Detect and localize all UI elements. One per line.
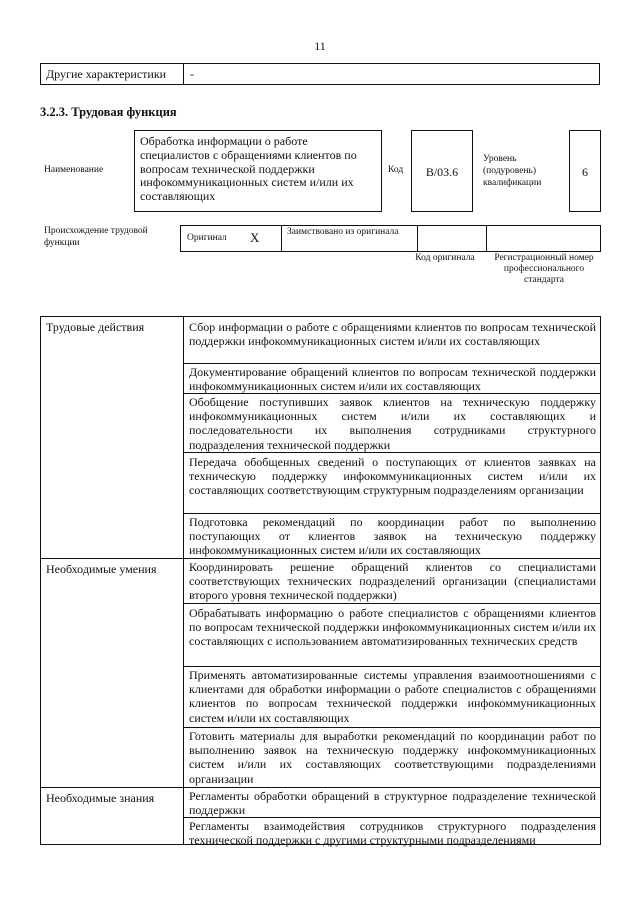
level-label-text: Уровень (подуровень) квалификации (483, 154, 542, 188)
action-item: Подготовка рекомендаций по координации работ по выполнению поступающих от клиентов заявок на техническую поддержку инфокоммуникационных систем и/или их составляющих (189, 515, 596, 558)
other-characteristics-table (40, 63, 600, 85)
code-original-label: Код оригинала (415, 253, 475, 263)
row-divider (183, 452, 600, 453)
original-mark: X (250, 230, 260, 245)
other-characteristics-value: - (190, 67, 194, 81)
origin-code-cell (418, 226, 487, 251)
origin-borrowed-cell (282, 226, 418, 251)
action-item: Обобщение поступивших заявок клиентов на техническую поддержку инфокоммуникационных систем и/или их составляющих и последовательности их выполнения сотрудниками структурного подразделения технической поддержки (189, 395, 596, 452)
skill-item: Применять автоматизированные системы управления взаимоотношениями с клиентами для обработки информации о работе специалистов с обращениями клиентов по вопросам технической поддержки инфокоммуникационных систем и/или их составляющих (189, 668, 596, 725)
function-code: B/03.6 (411, 130, 473, 212)
skill-item: Обрабатывать информацию о работе специалистов с обращениями клиентов по вопросам технической поддержки инфокоммуникационных систем и/или их составляющих с использованием автоматизированных технических средств (189, 606, 596, 649)
section-divider (41, 558, 600, 559)
page-number: 11 (314, 39, 326, 53)
action-item: Передача обобщенных сведений о поступающих от клиентов заявках на техническую поддержку инфокоммуникационных систем и/или их составляющих соответствующим структурным подразделениям организации (189, 455, 596, 498)
row-divider (183, 363, 600, 364)
function-name: Обработка информации о работе специалистов с обращениями клиентов по вопросам технической поддержки инфокоммуникационных систем и/или их составляющих (134, 130, 382, 212)
skill-item: Готовить материалы для выработки рекомендаций по координации работ по выполнению заявок на техническую поддержку инфокоммуникационных систем и/или их составляющих соответствующими подразделениями организации (189, 729, 596, 786)
section-title: 3.2.3. Трудовая функция (40, 105, 177, 119)
knowledge-item: Регламенты обработки обращений в структурное подразделение технической поддержки (189, 789, 596, 818)
original-label: Оригинал (187, 233, 227, 243)
skills-label: Необходимые умения (46, 562, 157, 576)
row-divider (183, 603, 600, 604)
borrowed-label: Заимствовано из оригинала (287, 227, 399, 237)
origin-table (180, 225, 601, 252)
qualification-level: 6 (569, 130, 601, 212)
knowledge-item: Регламенты взаимодействия сотрудников структурного подразделения технической поддержки с другими структурными подразделениями (189, 819, 596, 848)
function-table (40, 316, 601, 848)
level-label (483, 153, 563, 189)
other-characteristics-label: Другие характеристики (41, 64, 184, 84)
row-divider (183, 727, 600, 728)
origin-reg-cell (487, 226, 600, 251)
code-label: Код (388, 165, 404, 175)
origin-original-cell (181, 226, 282, 251)
reg-number-label: Регистрационный номер профессионального стандарта (494, 253, 594, 285)
name-label: Наименование (44, 165, 104, 175)
column-divider (183, 317, 184, 844)
action-item: Сбор информации о работе с обращениями клиентов по вопросам технической поддержки инфокоммуникационных систем и/или их составляющих (189, 320, 596, 349)
origin-label (44, 225, 169, 249)
section-divider (41, 787, 600, 788)
actions-label: Трудовые действия (46, 320, 145, 334)
knowledge-label: Необходимые знания (46, 791, 155, 805)
origin-label-text: Происхождение трудовой функции (44, 226, 148, 248)
row-divider (183, 513, 600, 514)
action-item: Документирование обращений клиентов по вопросам технической поддержки инфокоммуникационных систем и/или их составляющих (189, 365, 596, 394)
row-divider (183, 666, 600, 667)
skill-item: Координировать решение обращений клиентов со специалистами соответствующих технических подразделений организации (специалистами второго уровня технической поддержки) (189, 560, 596, 603)
